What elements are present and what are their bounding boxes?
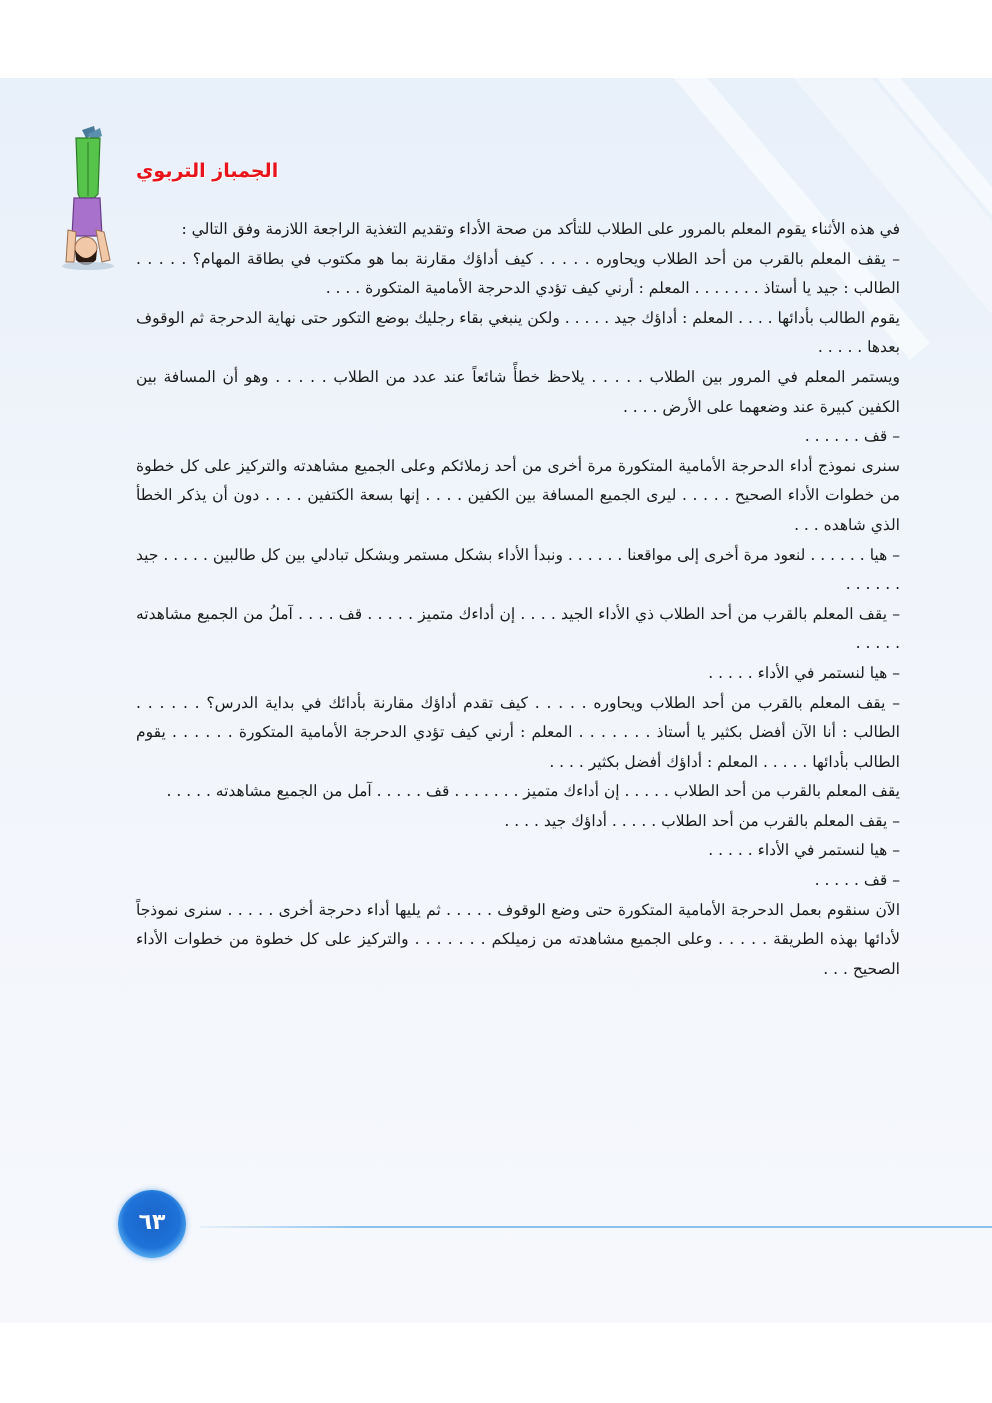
footer-divider: [200, 1226, 992, 1228]
handstand-figure-icon: [56, 124, 126, 274]
paragraph: – يقف المعلم بالقرب من أحد الطلاب . . . . . أداؤك جيد . . . .: [504, 811, 900, 830]
page-number: ٦٣: [138, 1210, 166, 1235]
paragraph: سنرى نموذج أداء الدحرجة الأمامية المتكورة مرة أخرى من أحد زملائكم وعلى الجميع مشاهدته والتركيز على كل خطوة من خطوات الأداء الصحيح . . . . . ليرى الجميع المسافة بين الكفين . . . . إنها بسعة الكتفين . . . . دون أن يذكر الخطأ الذي شاهده . . .: [136, 456, 900, 534]
page-number-badge: [118, 1190, 186, 1258]
body-text: [136, 215, 900, 984]
paragraph: – قف . . . . . .: [804, 427, 900, 446]
paragraph: الآن سنقوم بعمل الدحرجة الأمامية المتكورة حتى وضع الوقوف . . . . . ثم يليها أداء دحرجة أخرى . . . . . سنرى نموذجاً لأدائها بهذه الطريقة . . . . . وعلى الجميع مشاهدته من زميلكم . . . . . . . والتركيز على كل خطوة من خطوات الأداء الصحيح . . .: [136, 900, 900, 978]
paragraph: في هذه الأثناء يقوم المعلم بالمرور على الطلاب للتأكد من صحة الأداء وتقديم التغذية الراجعة اللازمة وفق التالي :: [181, 220, 900, 238]
paragraph: – هيا لنستمر في الأداء . . . . .: [708, 841, 900, 860]
paragraph: – هيا . . . . . . لنعود مرة أخرى إلى مواقعنا . . . . . . ونبدأ الأداء بشكل مستمر وبشكل تبادلي بين كل طالبين . . . . . جيد . . . . . .: [136, 545, 900, 594]
paragraph: – يقف المعلم بالقرب من أحد الطلاب ويحاوره . . . . . كيف أداؤك مقارنة بما هو مكتوب في بطاقة المهام؟ . . . . . الطالب : جيد يا أستاذ . . . . . . . المعلم : أرني كيف تؤدي الدحرجة الأمامية المتكورة . . . .: [136, 249, 900, 298]
paragraph: يقوم الطالب بأدائها . . . . المعلم : أداؤك جيد . . . . . ولكن ينبغي بقاء رجليك بوضع التكور حتى نهاية الدحرجة ثم الوقوف بعدها . . . . .: [136, 308, 900, 357]
paragraph: – هيا لنستمر في الأداء . . . . .: [708, 663, 900, 682]
paragraph: – يقف المعلم بالقرب من أحد الطلاب ذي الأداء الجيد . . . . إن أداءك متميز . . . . . قف . . . . آملُ من الجميع مشاهدته . . . . .: [136, 604, 900, 653]
paragraph: يقف المعلم بالقرب من أحد الطلاب . . . . . إن أداءك متميز . . . . . . . قف . . . . . آمل من الجميع مشاهدته . . . . .: [166, 782, 900, 801]
section-title: الجمباز التربوي: [136, 160, 279, 182]
paragraph: – قف . . . . .: [814, 871, 900, 890]
paragraph: ويستمر المعلم في المرور بين الطلاب . . . . . يلاحظ خطأً شائعاً عند عدد من الطلاب . . . . . وهو أن المسافة بين الكفين كبيرة عند وضعهما على الأرض . . . .: [136, 367, 900, 416]
paragraph: – يقف المعلم بالقرب من أحد الطلاب ويحاوره . . . . . كيف تقدم أداؤك مقارنة بأدائك في بداية الدرس؟ . . . . . . الطالب : أنا الآن أفضل بكثير يا أستاذ . . . . . . . المعلم : أرني كيف تؤدي الدحرجة الأمامية المتكورة . . . . . . يقوم الطالب بأدائها . . . . . المعلم : أداؤك أفضل بكثير . . . .: [136, 693, 900, 771]
